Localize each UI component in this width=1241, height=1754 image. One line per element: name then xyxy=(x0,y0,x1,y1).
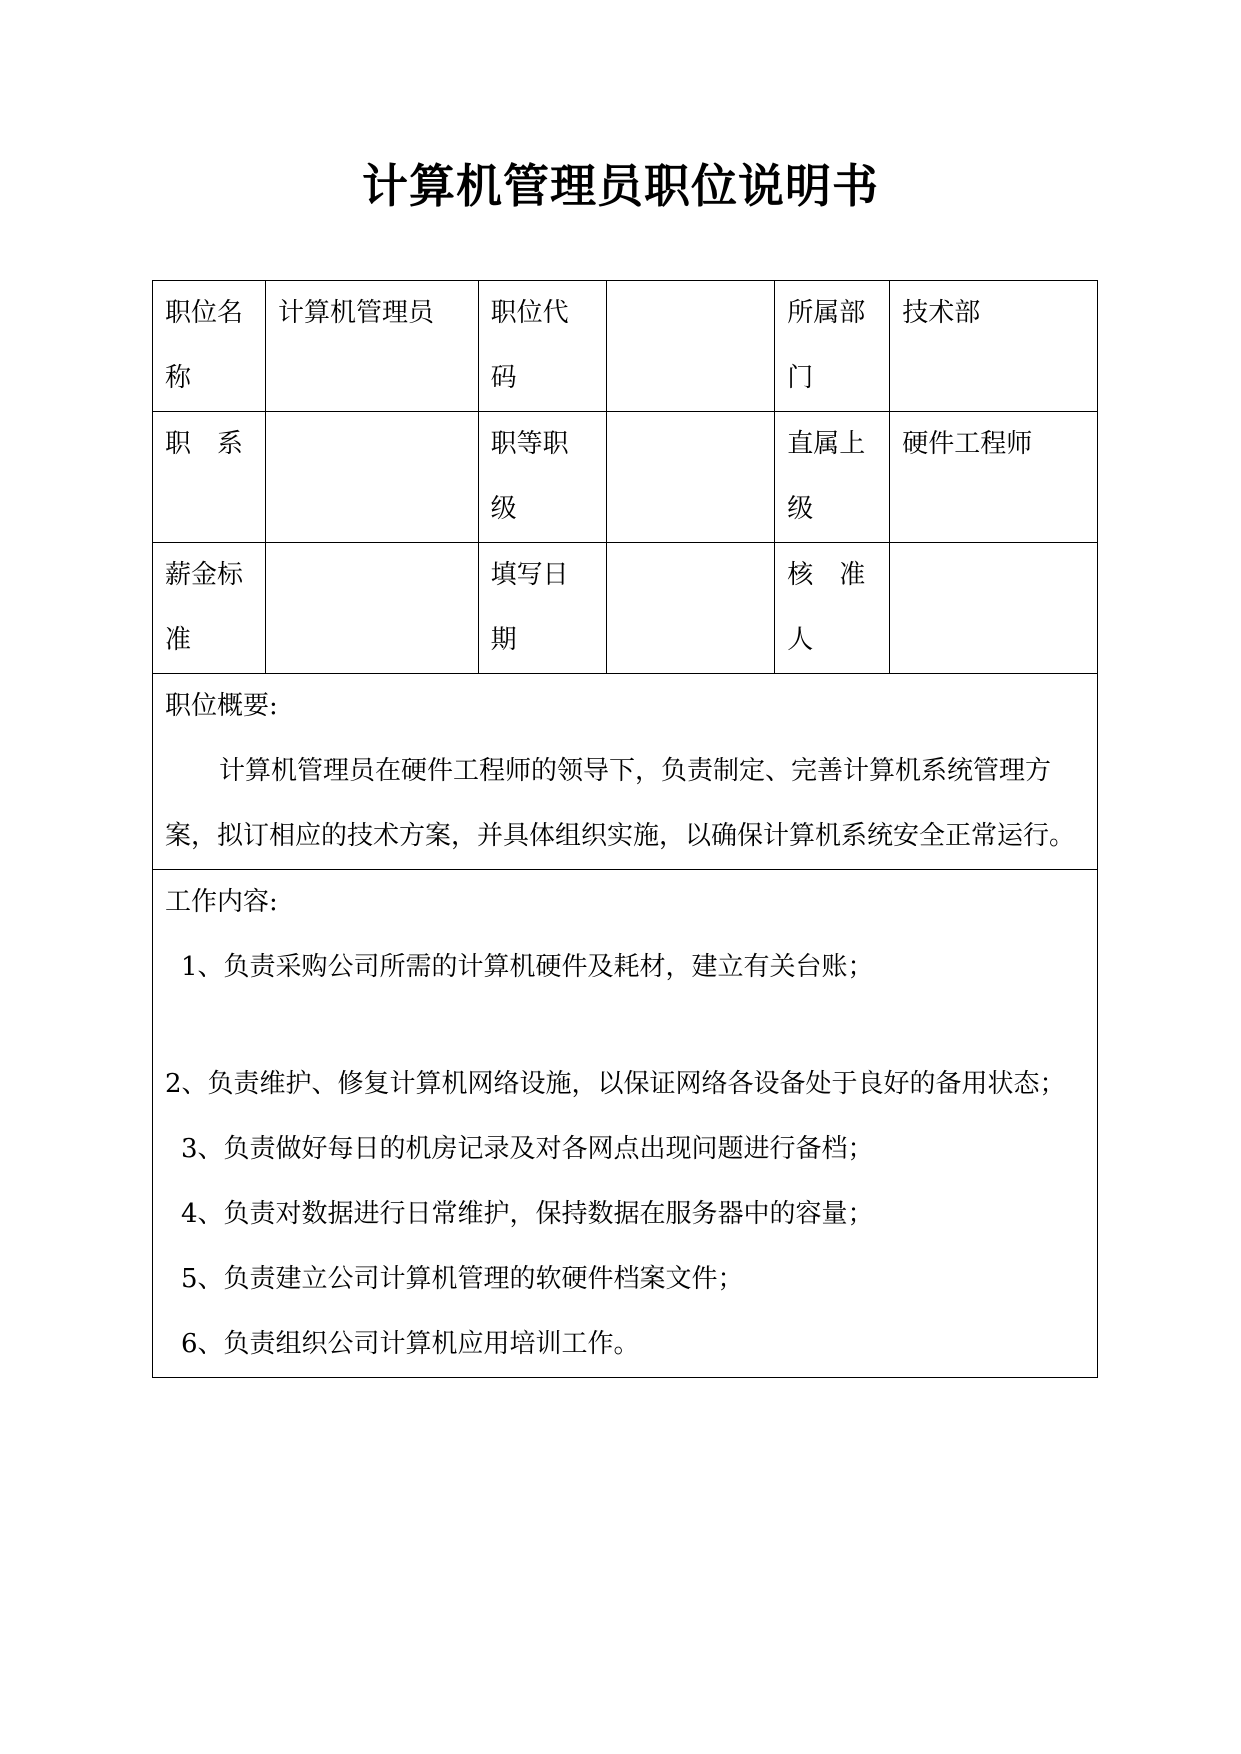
field-value xyxy=(265,412,478,543)
field-label: 直属上级 xyxy=(775,412,890,543)
table-row xyxy=(153,412,1098,543)
field-value: 技术部 xyxy=(890,281,1098,412)
field-label: 填写日期 xyxy=(478,543,606,674)
summary-row xyxy=(153,674,1098,870)
field-value xyxy=(606,281,775,412)
duty-item: 4、负责对数据进行日常维护，保持数据在服务器中的容量； xyxy=(181,1199,874,1229)
duty-item: 6、负责组织公司计算机应用培训工作。 xyxy=(181,1329,640,1359)
summary-section xyxy=(153,674,1098,870)
field-label: 职位名称 xyxy=(153,281,266,412)
field-value: 硬件工程师 xyxy=(890,412,1098,543)
duty-item: 2、负责维护、修复计算机网络设施，以保证网络各设备处于良好的备用状态； xyxy=(165,1069,1066,1099)
field-label: 核 准人 xyxy=(775,543,890,674)
duty-item: 5、负责建立公司计算机管理的软硬件档案文件； xyxy=(181,1264,744,1294)
field-label: 职等职级 xyxy=(478,412,606,543)
job-description-table xyxy=(152,280,1098,1378)
field-value xyxy=(265,543,478,674)
duties-heading: 工作内容: xyxy=(165,887,278,917)
table-row xyxy=(153,281,1098,412)
duties-row xyxy=(153,870,1098,1378)
duty-item: 1、负责采购公司所需的计算机硬件及耗材，建立有关台账； xyxy=(181,952,874,982)
field-label: 所属部门 xyxy=(775,281,890,412)
summary-text: 计算机管理员在硬件工程师的领导下，负责制定、完善计算机系统管理方案，拟订相应的技术方案，并具体组织实施，以确保计算机系统安全正常运行。 xyxy=(165,756,1076,851)
field-value xyxy=(890,543,1098,674)
field-label: 职位代码 xyxy=(478,281,606,412)
document-title: 计算机管理员职位说明书 xyxy=(362,159,879,213)
duties-section xyxy=(153,870,1098,1378)
field-value xyxy=(606,412,775,543)
table-row xyxy=(153,543,1098,674)
field-label: 职 系 xyxy=(153,412,266,543)
field-value: 计算机管理员 xyxy=(265,281,478,412)
duty-item: 3、负责做好每日的机房记录及对各网点出现问题进行备档； xyxy=(181,1134,874,1164)
field-label: 薪金标准 xyxy=(153,543,266,674)
field-value xyxy=(606,543,775,674)
summary-heading: 职位概要: xyxy=(165,691,278,721)
